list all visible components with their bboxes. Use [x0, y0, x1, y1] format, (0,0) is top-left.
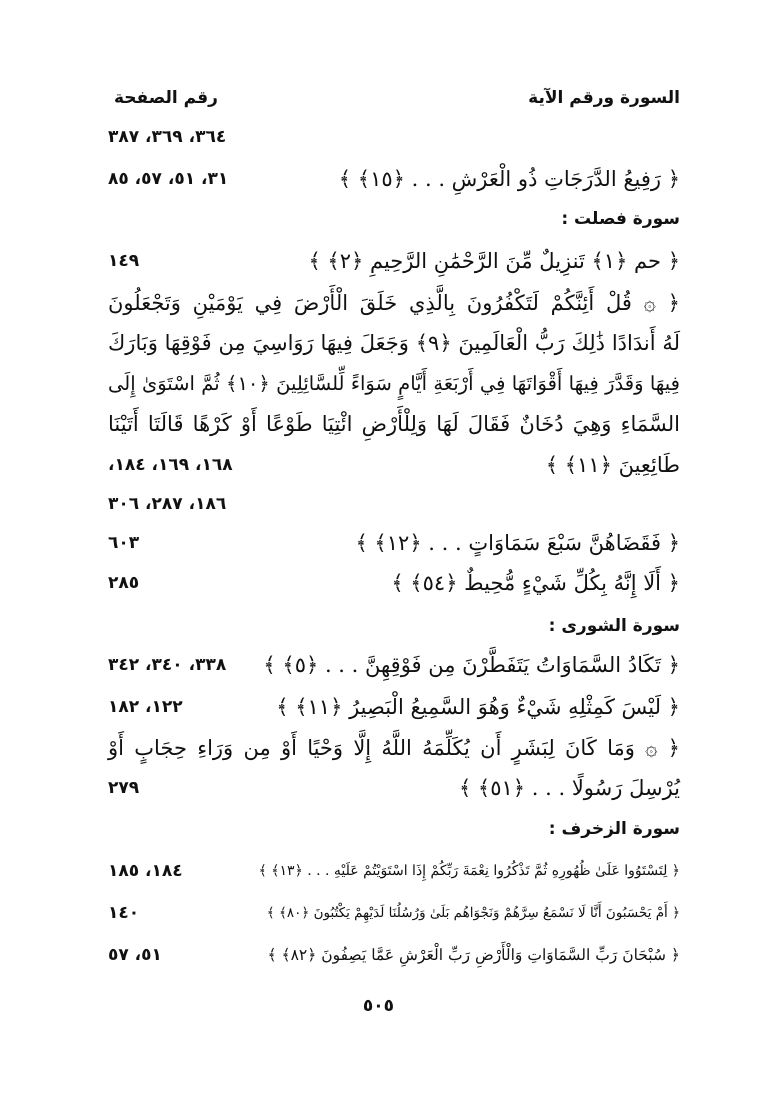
verse-text: فِيهَا وَقَدَّرَ فِيهَا أَقْوَاتَهَا فِي أَرْبَعَةِ أَيَّامٍ سَوَاءً لِّلسَّائِلِينَ ﴿١٠﴾ ثُمَّ اسْتَوَىٰ إِلَى	[108, 371, 680, 395]
page-references: ١٨٤، ١٨٥	[108, 861, 183, 881]
page-references: ١٤٠	[108, 903, 140, 923]
index-entry	[108, 523, 680, 563]
verse-text: ﴿ تَكَادُ السَّمَاوَاتُ يَتَفَطَّرْنَ مِن فَوْقِهِنَّ . . . ﴿٥﴾ ﴾	[263, 653, 680, 677]
index-entry	[108, 404, 680, 444]
header-surah-verse: السورة ورقم الآية	[528, 88, 680, 108]
verse-text: ﴿ سُبْحَانَ رَبِّ السَّمَاوَاتِ وَالْأَرْضِ رَبِّ الْعَرْشِ عَمَّا يَصِفُونَ ﴿٨٢﴾ ﴾	[267, 946, 680, 964]
verse-text: ﴿ لِتَسْتَوُوا عَلَىٰ ظُهُورِهِ ثُمَّ تَذْكُرُوا نِعْمَةَ رَبِّكُمْ إِذَا اسْتَوَيْتُمْ عَلَيْهِ . . . ﴿١٣﴾ ﴾	[258, 863, 680, 879]
page-references: ١٨٦، ٢٨٧، ٣٠٦	[108, 494, 227, 514]
page-references: ٢٧٩	[108, 778, 140, 798]
index-entry	[108, 323, 680, 363]
index-entry	[108, 484, 680, 524]
index-entry	[108, 117, 680, 157]
index-entry	[108, 363, 680, 403]
index-entry	[108, 445, 680, 485]
verse-text: طَائِعِينَ ﴿١١﴾ ﴾	[545, 453, 680, 477]
page-references: ١٤٩	[108, 251, 140, 271]
page-references: ١٦٨، ١٦٩، ١٨٤،	[108, 455, 233, 475]
index-entry	[108, 563, 680, 603]
page-references: ٢٨٥	[108, 573, 140, 593]
index-entry	[108, 768, 680, 808]
verse-text: لَهُ أَندَادًا ذَٰلِكَ رَبُّ الْعَالَمِينَ ﴿٩﴾ وَجَعَلَ فِيهَا رَوَاسِيَ مِن فَوْقِهَا وَبَارَكَ	[108, 331, 680, 355]
index-entry	[108, 935, 680, 975]
surah-heading: سورة الشورى :	[548, 616, 680, 636]
surah-heading: سورة الزخرف :	[548, 819, 680, 839]
index-entry	[108, 645, 680, 685]
verse-text: ﴿ أَمْ يَحْسَبُونَ أَنَّا لَا نَسْمَعُ سِرَّهُمْ وَنَجْوَاهُم بَلَىٰ وَرُسُلُنَا لَدَيْهِمْ يَكْتُبُونَ ﴿٨٠﴾ ﴾	[266, 905, 680, 921]
index-entry	[108, 159, 680, 199]
verse-text: ﴿ لَيْسَ كَمِثْلِهِ شَيْءٌ وَهُوَ السَّمِيعُ الْبَصِيرُ ﴿١١﴾ ﴾	[276, 695, 680, 719]
verse-text: ﴿ ۞ وَمَا كَانَ لِبَشَرٍ أَن يُكَلِّمَهُ اللَّهُ إِلَّا وَحْيًا أَوْ مِن وَرَاءِ حِجَابٍ أَوْ	[108, 736, 680, 760]
verse-text: السَّمَاءِ وَهِيَ دُخَانٌ فَقَالَ لَهَا وَلِلْأَرْضِ ائْتِيَا طَوْعًا أَوْ كَرْهًا قَالَتَا أَتَيْنَا	[108, 412, 680, 436]
verse-text: يُرْسِلَ رَسُولًا . . . ﴿٥١﴾ ﴾	[458, 776, 680, 800]
index-entry	[108, 851, 680, 891]
index-entry	[108, 283, 680, 323]
page-references: ٣١، ٥١، ٥٧، ٨٥	[108, 169, 229, 189]
page-references: ١٢٢، ١٨٢	[108, 697, 183, 717]
page-references: ٥١، ٥٧	[108, 945, 162, 965]
page-references: ٦٠٣	[108, 533, 140, 553]
verse-text: ﴿ حم ﴿١﴾ تَنزِيلٌ مِّنَ الرَّحْمَٰنِ الرَّحِيمِ ﴿٢﴾ ﴾	[308, 249, 680, 273]
index-entry	[108, 893, 680, 933]
page-references: ٣٣٨، ٣٤٠، ٣٤٢	[108, 655, 227, 675]
verse-text: ﴿ فَقَضَاهُنَّ سَبْعَ سَمَاوَاتٍ . . . ﴿١٢﴾ ﴾	[355, 531, 680, 555]
column-headers	[108, 80, 680, 116]
header-page-number: رقم الصفحة	[114, 88, 218, 108]
index-entry	[108, 728, 680, 768]
verse-text: ﴿ ۞ قُلْ أَئِنَّكُمْ لَتَكْفُرُونَ بِالَّذِي خَلَقَ الْأَرْضَ فِي يَوْمَيْنِ وَتَجْعَلُونَ	[108, 291, 680, 315]
index-entry	[108, 687, 680, 727]
index-entry	[108, 241, 680, 281]
page-references: ٣٦٤، ٣٦٩، ٣٨٧	[108, 127, 227, 147]
verse-text: ﴿ رَفِيعُ الدَّرَجَاتِ ذُو الْعَرْشِ . . . ﴿١٥﴾ ﴾	[338, 167, 680, 191]
verse-text: ﴿ أَلَا إِنَّهُ بِكُلِّ شَيْءٍ مُّحِيطٌ ﴿٥٤﴾ ﴾	[391, 571, 680, 595]
surah-heading: سورة فصلت :	[561, 209, 680, 229]
page-number: ٥٠٥	[362, 996, 395, 1016]
